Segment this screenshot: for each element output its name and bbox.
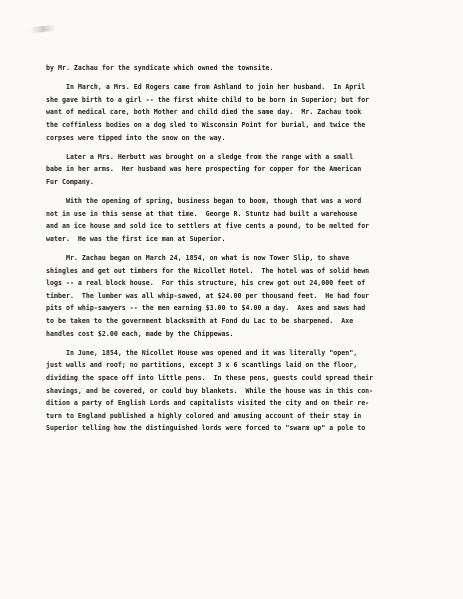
paper-smudge [30, 25, 56, 34]
paragraph [46, 347, 426, 435]
text-line: In June, 1854, the Nicollet House was opened and it was literally "open", [46, 348, 358, 357]
text-line: she gave birth to a girl -- the first white child to be born in Superior; but for [46, 95, 370, 104]
paragraph [46, 252, 426, 340]
text-line: corpses were tipped into the snow on the way. [46, 133, 226, 142]
paragraph [46, 195, 426, 245]
text-line: dition a party of English Lords and capitalists visited the city and on their re- [46, 399, 370, 408]
text-line: pits of whip-sawyers -- the men earning $3.00 to $4.00 a day. Axes and saws had [46, 304, 366, 313]
text-line: not in use in this sense at that time. George R. Stuntz had built a warehouse [46, 209, 358, 218]
text-line: Later a Mrs. Herbutt was brought on a sledge from the range with a small [46, 152, 354, 161]
text-line: and an ice house and sold ice to settlers at five cents a pound, to be melted for [46, 222, 370, 231]
text-line: Fur Company. [46, 177, 94, 186]
paragraph-gap [46, 189, 426, 196]
paragraph-gap [46, 246, 426, 253]
text-line: by Mr. Zachau for the syndicate which owned the townsite. [46, 64, 274, 72]
text-line: timber. The lumber was all whip-sawed, at $24.00 per thousand feet. He had four [46, 291, 370, 300]
text-line: dividing the space off into little pens. In these pens, guests could spread their [46, 374, 374, 383]
text-line: turn to England published a highly colored and amusing account of their stay in [46, 411, 362, 420]
paragraph-gap [46, 75, 426, 82]
text-line: Mr. Zachau began on March 24, 1854, on what is now Tower Slip, to shave [46, 254, 350, 263]
page-body-text [46, 62, 426, 435]
text-line: shingles and get out timbers for the Nicollet Hotel. The hotel was of solid hewn [46, 266, 370, 275]
paragraph [46, 62, 426, 75]
text-line: With the opening of spring, business began to boom, though that was a word [46, 197, 362, 206]
paragraph [46, 81, 426, 144]
paragraph [46, 151, 426, 189]
text-line: shavings, and be covered, or could buy blankets. While the house was in this con- [46, 386, 374, 395]
text-line: handles cost $2.00 each, made by the Chippewas. [46, 329, 234, 338]
text-line: Superior telling how the distinguished lords were forced to "swarm up" a pole to [46, 424, 366, 433]
text-line: water. He was the first ice man at Superior. [46, 234, 226, 243]
text-line: the coffinless bodies on a dog sled to Wisconsin Point for burial, and twice the [46, 120, 366, 129]
text-line: logs -- a real block house. For this structure, his crew got out 24,000 feet of [46, 279, 366, 288]
text-line: just walls and roof; no partitions, except 3 x 6 scantlings laid on the floor, [46, 361, 358, 370]
text-line: want of medical care, both Mother and child died the same day. Mr. Zachau took [46, 108, 362, 117]
text-line: babe in her arms. Her husband was here prospecting for copper for the American [46, 165, 362, 174]
text-line: In March, a Mrs. Ed Rogers came from Ashland to join her husband. In April [46, 83, 366, 92]
paragraph-gap [46, 340, 426, 347]
text-line: to be taken to the government blacksmith at Fond du Lac to be sharpened. Axe [46, 317, 354, 326]
paragraph-gap [46, 144, 426, 151]
